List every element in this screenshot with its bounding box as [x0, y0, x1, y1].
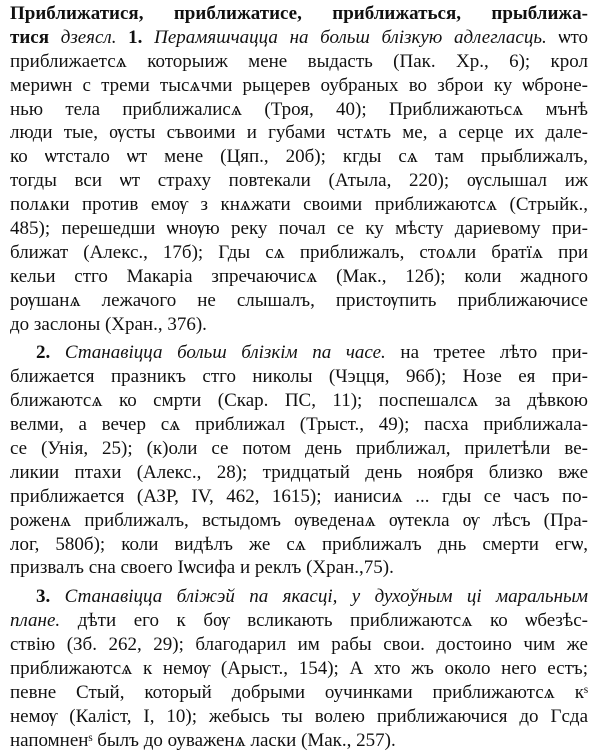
citation-line: приближается (АЗР, IV, 462, 1615); ианисиѧ ... гды се часъ по- [10, 485, 588, 507]
citation-line: ствію (Зб. 262, 29); благодарил им рабы свои. достоино чим же [10, 634, 588, 656]
citation-line: певне Стый, который добрыми оучинками приближаютсѧ кˢ [10, 681, 588, 703]
citation-line: роженѧ приближалъ, встыдомъ ѹведенаѧ ѹтекла ѹ лѣсъ (Пра- [10, 509, 588, 531]
sense-1-citation-start: ѡто [558, 26, 588, 48]
sense-2-number: 2. [36, 342, 51, 364]
sense-3-gloss-end: плане. [10, 610, 61, 632]
citation-line: до заслоны (Хран., 376). [10, 313, 207, 335]
sense-3-gloss: Станавіцца бліжэй па якасці, у духоўным ці маральным [64, 586, 588, 608]
citation-line: призвалъ сна своего Іѡсифа и реклъ (Хран.,75). [10, 557, 394, 579]
citation-line: ближаютсѧ ко смрти (Скар. ПС, 11); поспешалсѧ за дѣвкою [10, 390, 588, 412]
sense-1-gloss: Перамяшчацца на больш блізкую адлегласць. [154, 26, 547, 48]
citation-line: мериѡн с треми тысѧчми рыцерев оубраных во зброи ку ѡброне- [10, 74, 588, 96]
citation-line: се (Унія, 25); (к)оли се потом день приближал, прилетѣли ве- [10, 438, 588, 460]
citation-line: нью тела приближалисѧ (Троя, 40); Приближаютьсѧ мънѣ [10, 98, 588, 120]
sense-2-gloss: Станавіцца больш блізкім па часе. [64, 342, 386, 364]
sense-2-citation-start: на третее лѣто при- [400, 342, 588, 364]
citation-line: 485); перешедши ѡнѹю реку почал се ку мѣсту дариевому при- [10, 218, 588, 240]
citation-line: ближается празникъ стго николы (Чэцця, 96б); Нозе ея при- [10, 366, 588, 388]
citation-line: тогды вси ѡт страху повтекали (Атыла, 220); ѹслышал иж [10, 170, 588, 192]
citation-line: люди тые, ѹсты съвоими и губами чстѧть ме, а серце их дале- [10, 122, 588, 144]
headword-line [10, 2, 588, 26]
headword-continuation: тися [10, 26, 49, 48]
sense-3-gloss-continuation-line [10, 609, 588, 633]
sense-2-heading-line [10, 341, 588, 365]
citation-line: немѹ (Каліст, I, 10); жебысь ты волею приближаючися до Гсда [10, 705, 588, 727]
citation-line: ко ѡтстало ѡт мене (Цяп., 20б); кгды сѧ там прыближалъ, [10, 146, 588, 168]
citation-line: ликии птахи (Алекс., 28); тридцатый день ноября близко вже [10, 461, 588, 483]
sense-3-number: 3. [36, 586, 51, 608]
sense-1-number: 1. [128, 26, 143, 48]
citation-line: рѹшанѧ лежачого не слышалъ, пристѹпить приближаючисе [10, 289, 588, 311]
part-of-speech: дзеясл. [60, 26, 117, 48]
citation-line: приближаетсѧ которыиж мене выдасть (Пак. Хр., 6); крол [10, 50, 588, 72]
citation-line: лог, 580б); коли видѣлъ же сѧ приближалъ днь смерти егѡ, [10, 533, 588, 555]
citation-line: велми, а вечер сѧ приближал (Трыст., 49); пасха приближала- [10, 414, 588, 436]
sense-3-heading-line [10, 585, 588, 609]
citation-line: ближат (Алекс., 17б); Гды сѧ приближалъ, стоѧли братїѧ при [10, 241, 588, 263]
citation-line: полѧки против емѹ з кнѧжати своими приближаютсѧ (Стрыйк., [10, 194, 588, 216]
citation-line: приближаютсѧ к немѹ (Арыст., 154); А хто жъ около него естъ; [10, 658, 588, 680]
citation-line: напомненˢ былъ до оуваженѧ ласки (Мак., 257). [10, 729, 396, 751]
citation-line: кельи стго Макаріа зпречаючисѧ (Мак., 12б); коли жадного [10, 265, 588, 287]
headword: Приближатися, приближатисе, приближаться, прыближа- [10, 3, 588, 24]
sense-1-heading-line [10, 26, 588, 50]
sense-3-citation-start: дѣти его к бѹ всликають приближаютсѧ ко ѡбезѣс- [77, 610, 588, 632]
